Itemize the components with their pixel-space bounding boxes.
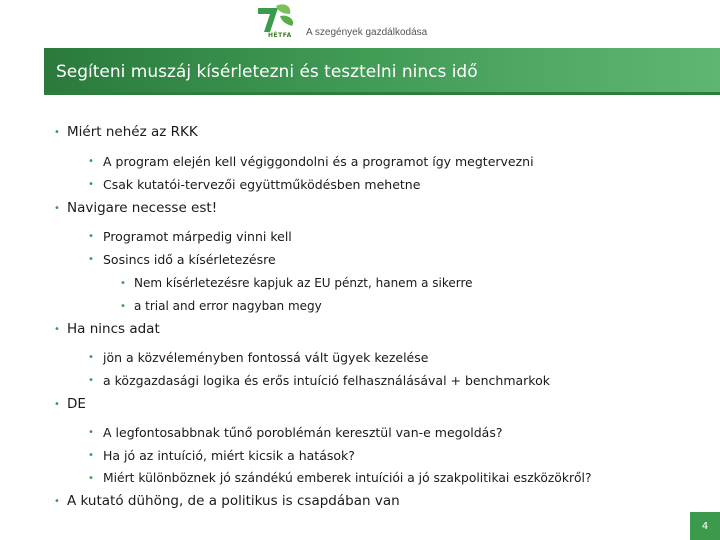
bullet-5: A kutató dühöng, de a politikus is csapdában van <box>67 493 400 509</box>
bullet-icon: • <box>54 324 60 335</box>
bullet-2-2-2: a trial and error nagyban megy <box>134 299 322 313</box>
bullet-2-2: Sosincs idő a kísérletezésre <box>103 252 276 267</box>
bullet-1-1: A program elején kell végiggondolni és a programot így megtervezni <box>103 154 534 169</box>
page-number: 4 <box>690 512 720 540</box>
slide-title: Segíteni muszáj kísérletezni és tesztelni nincs idő <box>56 62 478 82</box>
logo-text: HÉTFA <box>268 32 292 39</box>
bullet-icon: • <box>88 254 94 265</box>
bullet-4-3: Miért különböznek jó szándékú emberek intuíciói a jó szakpolitikai eszközökről? <box>103 471 592 485</box>
bullet-4-2: Ha jó az intuíció, miért kicsik a hatások? <box>103 448 355 463</box>
bullet-2-2-1: Nem kísérletezésre kapjuk az EU pénzt, hanem a sikerre <box>134 276 473 290</box>
bullet-icon: • <box>54 496 60 507</box>
bullet-2: Navigare necesse est! <box>67 200 218 216</box>
bullet-icon: • <box>88 179 94 190</box>
bullet-1-2: Csak kutatói-tervezői együttműködésben mehetne <box>103 177 421 192</box>
bullet-icon: • <box>88 352 94 363</box>
bullet-icon: • <box>88 473 94 484</box>
bullet-icon: • <box>88 450 94 461</box>
bullet-3-2: a közgazdasági logika és erős intuíció felhasználásával + benchmarkok <box>103 373 550 388</box>
bullet-icon: • <box>54 127 60 138</box>
bullet-icon: • <box>120 301 126 312</box>
bullet-icon: • <box>88 375 94 386</box>
bullet-icon: • <box>88 427 94 438</box>
bullet-2-1: Programot márpedig vinni kell <box>103 229 292 244</box>
bullet-3-1: jön a közvéleményben fontossá vált ügyek kezelése <box>103 350 429 365</box>
bullet-4: DE <box>67 396 86 412</box>
bullet-icon: • <box>54 399 60 410</box>
bullet-1: Miért nehéz az RKK <box>67 124 198 140</box>
presentation-subtitle: A szegények gazdálkodása <box>306 27 428 38</box>
bullet-icon: • <box>120 278 126 289</box>
bullet-icon: • <box>54 203 60 214</box>
bullet-4-1: A legfontosabbnak tűnő poroblémán keresztül van-e megoldás? <box>103 425 503 440</box>
bullet-icon: • <box>88 156 94 167</box>
bullet-3: Ha nincs adat <box>67 321 160 337</box>
bullet-icon: • <box>88 231 94 242</box>
